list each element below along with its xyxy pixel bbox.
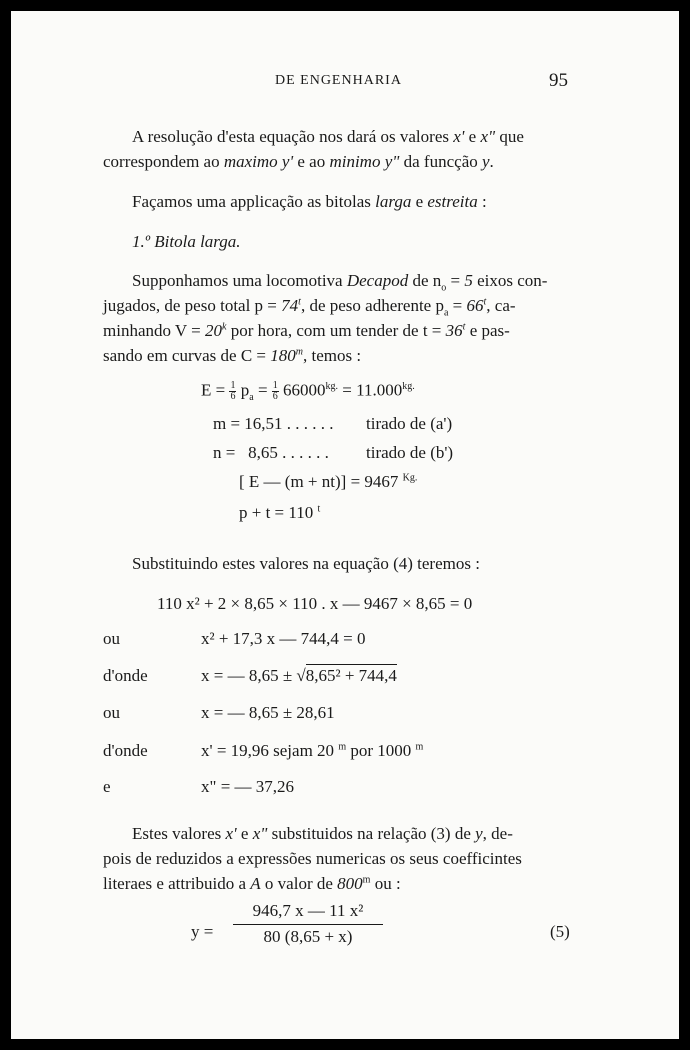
text: t (483, 296, 487, 308)
text: 5 (464, 271, 473, 290)
text: e (411, 192, 428, 211)
text: t (298, 296, 301, 308)
text: Façamos uma applicação as bitolas (132, 192, 376, 211)
text: Kg. (402, 472, 418, 484)
row-expression (201, 667, 397, 684)
text: x" (480, 127, 496, 146)
row-expression: x² + 17,3 x — 744,4 = 0 (201, 629, 366, 648)
para5-line2: pois de reduzidos a expressões numericas os seus coefficintes (103, 849, 522, 868)
text: x = — 8,65 ± √ (201, 666, 306, 685)
para5-line3 (103, 875, 401, 892)
text: t (317, 503, 321, 515)
page-number: 95 (549, 70, 568, 91)
text: e (464, 127, 481, 146)
book-page (11, 11, 679, 1039)
para1-line1 (132, 128, 524, 145)
text: ou : (370, 874, 401, 893)
equation-n: n = 8,65 . . . . . . (213, 443, 329, 462)
text: por hora, com um tender de t = (226, 321, 446, 340)
text: 6 (272, 391, 278, 402)
running-header: DE ENGENHARIA (275, 73, 402, 88)
text: e ao (293, 152, 330, 171)
equation-number: (5) (550, 922, 570, 941)
text: m (415, 741, 424, 753)
text: kg. (402, 380, 415, 392)
fraction-denominator: 80 (8,65 + x) (263, 927, 353, 946)
row-expression: x = — 8,65 ± 28,61 (201, 703, 335, 722)
text: 800 (337, 874, 363, 893)
text: o (441, 282, 447, 294)
text: , ca- (486, 296, 516, 315)
equation-n-note: tirado de (b') (366, 443, 454, 462)
row-label: ou (103, 629, 120, 648)
text: 66 (466, 296, 484, 315)
para3-line1 (132, 271, 548, 294)
text: A (250, 874, 261, 893)
text: = 11.000 (338, 380, 403, 400)
text: y (481, 152, 490, 171)
text: eixos con- (472, 271, 548, 290)
text: a (249, 391, 254, 403)
text: m (295, 346, 304, 358)
section-heading (132, 233, 241, 250)
text: correspondem ao (103, 152, 224, 171)
text: : (477, 192, 487, 211)
text: minimo y" (329, 152, 400, 171)
text: 8,65² + 744,4 (305, 666, 397, 685)
text: literaes e attribuido a (103, 874, 251, 893)
text: 1 (272, 380, 278, 391)
text: minhando V = (103, 321, 205, 340)
text: Supponhamos uma locomotiva (132, 271, 347, 290)
row-expression: x" = — 37,26 (201, 777, 295, 796)
text: p + t = 110 (239, 503, 318, 522)
text: A resolução d'esta equação nos dará os valores (132, 127, 454, 146)
text: 20 (205, 321, 222, 340)
text: 6 (230, 391, 236, 402)
row-expression (201, 742, 423, 759)
text: y (475, 824, 483, 843)
text: x' = 19,96 sejam 20 (201, 741, 339, 760)
para1-line2 (103, 153, 494, 170)
row-label: ou (103, 703, 120, 722)
text: t (462, 321, 466, 333)
text: , temos : (303, 346, 362, 365)
text: que (495, 127, 524, 146)
text: x' (225, 824, 237, 843)
para3-line3 (103, 322, 510, 339)
para5-line1 (132, 825, 513, 842)
text: x' (453, 127, 465, 146)
text: jugados, de peso total p = (103, 296, 282, 315)
text: x" (252, 824, 268, 843)
text: . (489, 152, 494, 171)
para3-line4 (103, 347, 361, 364)
text: = (253, 380, 268, 400)
text: = (448, 296, 467, 315)
para2 (132, 193, 487, 210)
text: da funcção (399, 152, 482, 171)
text: 180 (270, 346, 296, 365)
text: [ E — (m + nt)] = 9467 (239, 472, 403, 491)
final-equation-lhs: y = (191, 922, 214, 941)
text: o valor de (260, 874, 338, 893)
text: 36 (445, 321, 463, 340)
text: 74 (281, 296, 299, 315)
text: kg. (325, 380, 339, 392)
text: 1 (230, 380, 236, 391)
text: por 1000 (346, 741, 416, 760)
text: 66000 (278, 380, 326, 400)
para4: Substituindo estes valores na equação (4) teremos : (132, 554, 480, 573)
text: maximo y' (223, 152, 294, 171)
text: , de- (482, 824, 513, 843)
text: substituidos na relação (3) de (267, 824, 476, 843)
text: larga (375, 192, 412, 211)
text: Estes valores (132, 824, 226, 843)
text: Decapod (346, 271, 409, 290)
text: 1.º Bitola larga. (132, 232, 241, 251)
text: e (236, 824, 253, 843)
text: p (236, 380, 250, 400)
row-label: d'onde (103, 666, 148, 685)
equation-E (201, 381, 415, 402)
text: de n (408, 271, 442, 290)
equation-bracket (239, 473, 417, 490)
fraction-numerator: 946,7 x — 11 x² (233, 901, 383, 925)
equation-main: 110 x² + 2 × 8,65 × 110 . x — 9467 × 8,65 = 0 (157, 594, 473, 613)
equation-m: m = 16,51 . . . . . . (213, 414, 334, 433)
text: E = (201, 380, 226, 400)
text: a (443, 307, 449, 319)
text: m (362, 874, 371, 886)
text: k (222, 321, 227, 333)
para3-line2 (103, 296, 516, 319)
text: estreita (427, 192, 478, 211)
equation-m-note: tirado de (a') (366, 414, 453, 433)
final-equation-fraction (233, 901, 383, 947)
fraction-one-sixth (272, 381, 279, 402)
text: sando em curvas de C = (103, 346, 271, 365)
text: , de peso adherente p (300, 296, 444, 315)
text: e pas- (465, 321, 510, 340)
equation-p-t (239, 504, 320, 521)
row-label: d'onde (103, 741, 148, 760)
row-label: e (103, 777, 111, 796)
text: m (338, 741, 347, 753)
text: = (446, 271, 465, 290)
